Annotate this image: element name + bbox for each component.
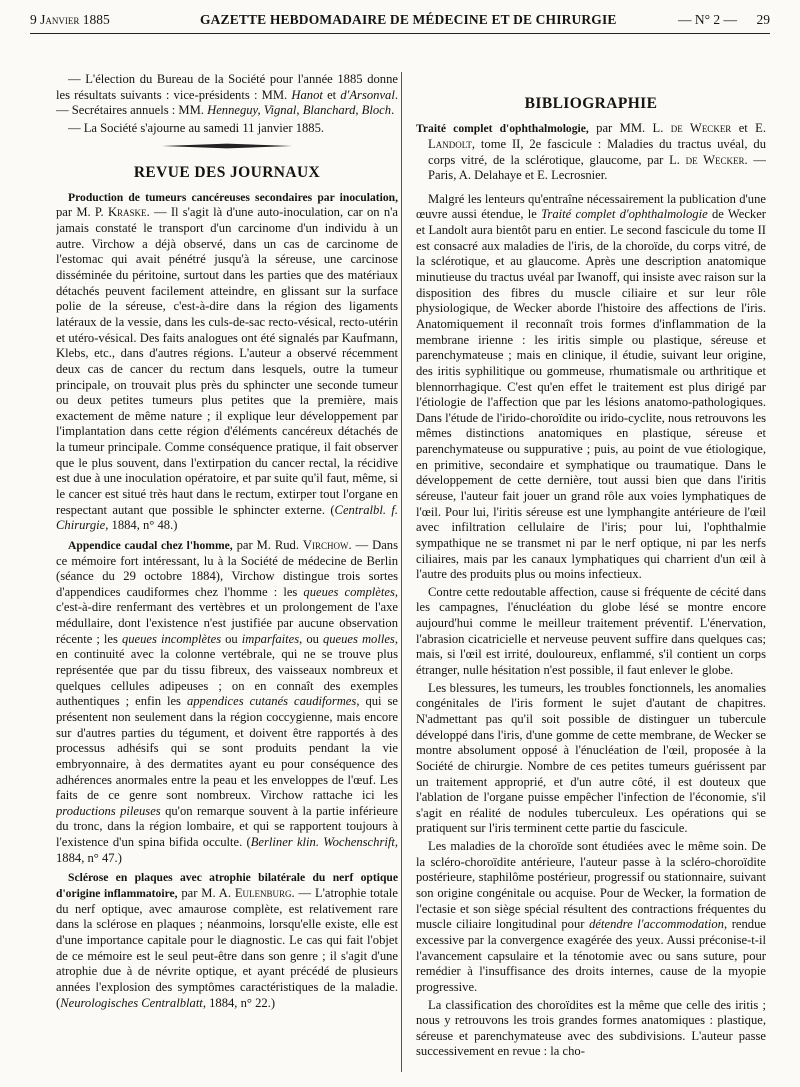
section-title-bibliographie: BIBLIOGRAPHIE [524,95,658,112]
term: queues molles [322,631,395,646]
author-name: Landolt [428,136,472,151]
section-ornament [162,143,292,149]
term: queues complètes [303,584,395,599]
text-run: , tome II, 2e fascicule : Maladies du tractus uvéal, du corps vitré, de la sclérotique, glaucome, par L. [428,136,766,167]
issue-number: — N° 2 — [678,12,738,27]
term: queues incomplètes [121,631,222,646]
article-body: . — L'atrophie totale du nerf optique, avec amaurose complète, est relativement rare dans la sclérose en plaques ; néanmoins, lorsqu'elle existe, elle est d'une importance capitale pour le diagnostic. Le cas qui fait l'objet de ce mémoire est le seul peut-être dans son genre ; il s'agit d'une atrophie due à de névrite optique, et ayant précédé de plusieurs années l'explosion des symptômes caractéristiques de la maladie. ( [56,886,398,1010]
text-run: , 1884, n° 47.) [56,835,398,865]
article-title: Appendice caudal chez l'homme, [68,538,233,552]
text-run: et [322,87,341,102]
text-run: — L'élection du Bureau de la Société pour l'année 1885 donne les résultats suivants : vice-présidents : MM. [56,72,398,102]
author-name: de Wecker [685,152,745,167]
text-run: . [391,103,395,118]
text-run: , qui se présentent non seulement dans la région coccygienne, mais encore sur d'autres parties du tégument, et doivent être rapportés à des processus adhésifs qui se sont produits pendant la vie embryonnaire, à des dermatites ayant eu pour conséquence des adhérences anormales entre la peau et les enveloppes de l'œuf. Les faits de ce genre sont nombreux. Virchow rattache ici les [56,694,398,803]
citation: Centralbl. f. Chirurgie [56,502,398,533]
book-title: Traité complet d'ophthalmologie, [416,122,589,136]
text-run: qu'on remarque souvent à la partie inférieure du tronc, dans la région lombaire, et qui se rapportent toujours à l'existence d'un spina bifida occulte. ( [56,803,398,850]
term: imparfaites [241,631,300,646]
review-paragraph-5: La classification des choroïdites est la même que celle des iritis ; nous y retrouvons les trois grandes formes anatomiques : plastique, séreuse et parenchymateuse avec des subdivisions. L'auteur passe successivement en revue : la cho- [416,997,766,1059]
left-column [56,72,398,1084]
text-run: Les maladies de la choroïde sont étudiées avec le même soin. De la scléro-choroïdite antérieure, l'auteur passe à la scléro-choroïdite postérieure, staphilôme postérieur, progressif ou stationnaire, suivant son origine congénitale ou acquise. Pour de Wecker, la formation de l'ectasie et son siège spécial résultent des contractions fréquentes du muscle ciliaire longitudinal pour [416,839,766,932]
review-paragraph-4 [416,839,766,995]
publisher: . — Paris, A. Delahaye et E. Lecrosnier. [428,152,766,183]
article-eulenburg [56,870,398,1011]
text-run: , ou [299,631,323,646]
column-divider [401,72,402,1072]
review-paragraph-3: Les blessures, les tumeurs, les troubles fonctionnels, les anomalies congénitales de l'iris forment le sujet d'autant de chapitres. N'admettant pas qu'il soit possible de distinguer un tubercule développé dans l'iris, d'une gomme de cette membrane, de Wecker se montre absolument opposé à l'énucléation de l'œil, proposée à la Société de chirurgie. Nombre de ces petites tumeurs guérissent par un traitement approprié, et d'un autre côté, il est douteux que l'ablation de l'organe puisse empêcher l'infection de l'économie, s'il s'agit en réalité de nodules tuberculeux. Les opérations qui se pratiquent sur l'iris terminent cette partie du fascicule. [416,680,766,836]
book-reference [416,121,766,184]
text-run: par M. P. [56,205,108,220]
text-run: , en continuité avec la colonne vertébrale, qui ne se trouve plus représentée que par du tissu fibreux, des vaisseaux nombreux et quelques cellules adipeuses ; on en connaît des exemples authentiques ; enfin les [56,631,398,709]
society-adjourn-paragraph: — La Société s'ajourne au samedi 11 janvier 1885. [68,120,325,135]
text-run: par M. Rud. [232,537,303,552]
citation: Neurologisches Centralblatt [60,995,203,1010]
text-run: de Wecker et Landolt aura bientôt paru en entier. Le second fascicule du tome II est consacré aux maladies de l'iris, de la choroïde, du corps vitré, de la sclérotique, et au glaucome. Après une description anatomique minutieuse du tractus uvéal par Iwanoff, qui insiste avec raison sur la disposition des fibres du muscle ciliaire et sur leur rôle physiologique, de Wecker aborde l'histoire des affections de l'iris. Anatomiquement il reconnaît trois formes d'inflammation de la membrane irienne : les iritis simple ou plastique, séreuse et parenchymateuse ; mais en clinique, il étudie, suivant leur origine, des iritis syphilitique ou gommeuse, rhumatismale ou arthritique et blennorrhagique. C'est qu'en effet le traitement est plus dirigé par l'étiologie de l'affection que par les lésions anatomo-pathologiques. Dans l'étude de l'irido-choroïdite ou irido-cyclite, nous retrouvons les mêmes distinctions anatomiques en plastique, séreuse et parenchymateuse ou suppurative ; puis, au point de vue étiologique, en primitive, secondaire et symphatique ou traumatique. Dans le développement de cette dernière, tout aussi bien que dans l'iritis séreuse, l'auteur fait jouer un grand rôle aux voies lymphatiques de l'œil. Pour lui, l'iritis séreuse est une lymphangite antérieure de l'œil avec infiltration cellulaire de l'iris; pour lui, l'ophthalmie sympathique ne se transmet ni par le nerf optique, ni par les nerfs ciliaires, mais par les canaux lymphatiques qui charrient d'un œil à l'autre des produits plus ou moins infectieux. [416,207,766,582]
article-body: . — Il s'agit là d'une auto-inoculation, car on n'a jamais constaté le transport d'un carcinome d'un individu à un autre. Virchow a déjà observé, dans un cas de carcinome de l'estomac qui avait pénétré jusqu'à la séreuse, une carcinose disséminée du péritoine, surtout dans les parties que des matériaux détachés peuvent facilement atteindre, en glissant sur la surface polie de la séreuse, c'est-à-dire dans la région des ligaments latéraux de la vessie, dans les culs-de-sac recto-vésical, recto-utérin et utéro-vésical. Des faits analogues ont été signalés par Kaufmann, Klebs, etc., dans d'autres régions. L'auteur a observé récemment deux cas de cancer du rectum dans lesquels, outre la tumeur principale, on trouvait plus près du sphincter une seconde tumeur ou deux petites tumeurs plus petites que la première, mais exactement de même nature ; il explique leur développement par l'implantation dans cette région d'éléments cancéreux détachés de la tumeur principale. Comme conséquence pratique, il fait observer que le plus souvent, dans l'extirpation du cancer rectal, la récidive est due à une inoculation opératoire, et par suite qu'il faut, même, si le cancer est situé très haut dans le rectum, extirper tout l'organe en respectant autant que possible le sphincter externe. ( [56,205,398,517]
article-title: Production de tumeurs cancéreuses secondaires par inoculation, [68,190,398,204]
article-title: Sclérose en plaques avec atrophie bilatérale du nerf optique d'origine inflammatoire, [56,871,398,901]
citation: Berliner klin. Wochenschrift [250,835,395,850]
journal-title: GAZETTE HEBDOMADAIRE DE MÉDECINE ET DE CHIRURGIE [200,12,617,27]
text-run: , c'est-à-dire renfermant des vertèbres et un prolongement de l'axe médullaire, dont l'existence n'est justifiée par aucune observation récente ; les [56,584,398,646]
author-name: de Wecker [670,121,732,136]
society-election-paragraph [56,72,398,119]
text-run: Malgré les lenteurs qu'entraîne nécessairement la publication d'une œuvre aussi étendue, le [416,191,766,222]
text-run: et E. [731,121,766,136]
text-run: . — Dans ce mémoire fort intéressant, lu à la Société de médecine de Berlin (séance du 29 octobre 1884), Virchow distingue trois sortes d'appendices caudiformes chez l'homme : les [56,537,398,599]
page-number: 29 [756,12,770,27]
book-title-inline: Traité complet d'ophthalmologie [541,207,708,222]
review-paragraph-1 [416,192,766,583]
text-run: . — Secrétaires annuels : MM. [56,87,398,118]
section-title-revue: REVUE DES JOURNAUX [133,163,321,181]
term: productions pileuses [56,803,161,818]
article-kraske [56,190,398,534]
name-arsonval: d'Arsonval [340,87,395,102]
text-run: par MM. L. [588,121,671,136]
secretaries-names: Henneguy, Vignal, Blanchard, Bloch [207,103,392,118]
text-run: ou [221,631,242,646]
text-run: par M. A. [177,886,235,901]
term: appendices cutanés caudiformes [186,694,357,709]
header-date: 9 Janvier 1885 [30,12,110,27]
author-name: Eulenburg [234,886,292,901]
page-header [30,6,770,30]
name-hanot: Hanot [291,87,323,102]
text-run: , 1884, n° 48.) [105,518,178,533]
right-column [416,72,766,1084]
author-name: Kraske [107,205,147,220]
text-run: , rendue excessive par la convergence exagérée des yeux. Aussi préconise-t-il l'avancement capsulaire et la ténotomie avec ou sans suture, pour remédier à l'insuffisance des droits internes, cause de la myopie progressive. [416,917,766,994]
author-name: Virchow [302,537,349,552]
header-rule [30,33,770,34]
term: détendre l'accommodation [589,917,724,932]
text-run: , 1884, n° 22.) [202,995,276,1010]
review-paragraph-2: Contre cette redoutable affection, cause si fréquente de cécité dans les campagnes, l'énucléation du globe lésé se montre encore aujourd'hui comme le meilleur traitement préventif. L'énervation, l'abrasion cicatricielle et nerveuse peuvent suffire dans quelques cas; mais, si l'œil est irrité, douloureux, enflammé, s'il contient un corps étranger, nulle hésitation n'est possible, il faut enlever le globe. [416,584,766,678]
article-virchow [56,538,398,866]
